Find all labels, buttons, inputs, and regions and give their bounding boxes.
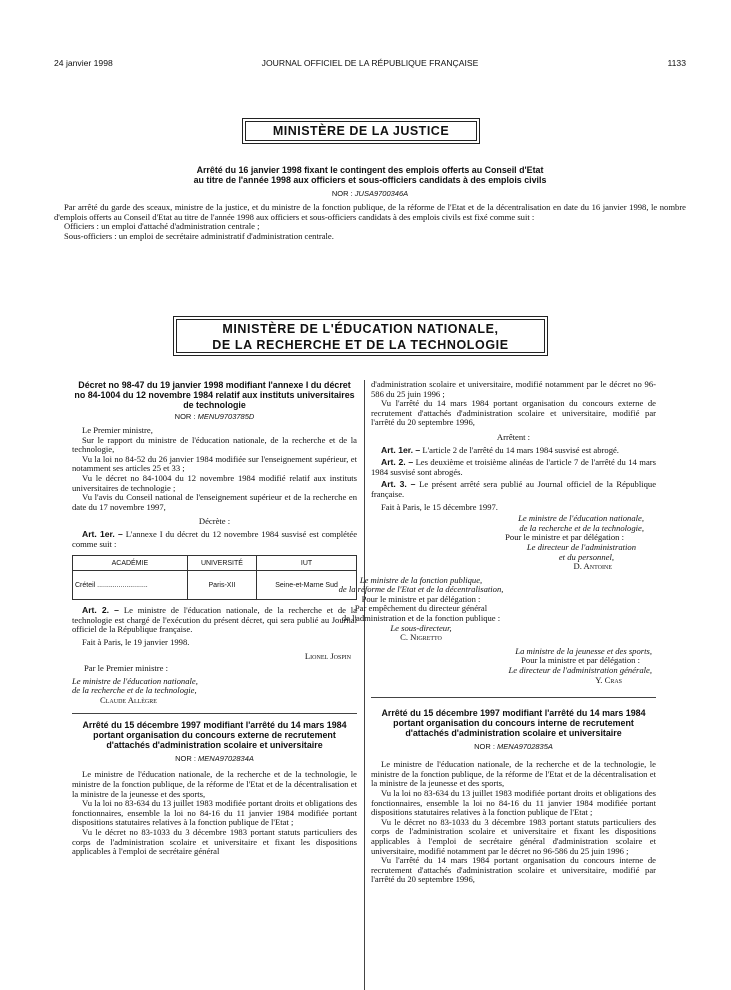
paragraph: Vu la loi no 83-634 du 13 juillet 1983 modifiée portant droits et obligations des fonctionnaires, ensemble la loi no 84-16 du 11 janvier 1984 modifiée portant dispositions statutaires relatives à la fonction publique de l'Etat ; (371, 788, 656, 818)
signature-name: Claude Allègre (100, 694, 157, 705)
arrete-justice (54, 165, 686, 241)
table-header: IUT (257, 556, 357, 571)
arrete-externe-title: Arrêté du 15 décembre 1997 modifiant l'arrêté du 14 mars 1984 portant organisation du concours externe de recrutement d'attachés d'administration scolaire et universitaire (82, 720, 347, 751)
page-header (54, 58, 686, 72)
paragraph: d'administration scolaire et universitaire, modifié notamment par le décret no 96-586 du 25 juin 1996 ; (371, 379, 656, 399)
article-3: Art. 3. – Le présent arrêté sera publié au Journal officiel de la République française. (371, 479, 657, 499)
table-header: UNIVERSITÉ (187, 556, 256, 571)
signature-line: Le ministre de l'éducation nationale, (72, 675, 198, 686)
fait-a-paris: Fait à Paris, le 15 décembre 1997. (381, 501, 498, 512)
nor-reference: NOR : MENA9702835A (474, 742, 553, 752)
decrete-label: Décrète : (198, 516, 231, 527)
decret-title: Décret no 98-47 du 19 janvier 1998 modifiant l'annexe I du décret no 84-1004 du 12 novembre 1984 relatif aux instituts universitaires de technologie (74, 380, 355, 410)
arretent-label: Arrêtent : (496, 431, 531, 442)
header-page-number: 1133 (667, 58, 686, 68)
nor-reference: NOR : MENA9702834A (175, 754, 254, 764)
table-cell: Créteil .......................... (73, 571, 188, 600)
signature-block-1: Le ministre de l'éducation nationale, de la recherche et de la technologie, Pour le ministre et par délégation : Le directeur de l'administration et du personnel, D. Antoine (371, 514, 656, 572)
signature-block-2: Le ministre de la fonction publique, de la réforme de l'Etat et de la décentralisation, Pour le ministre et par délégation : Par empêchement du directeur général de l'administration et de la fonction publique : Le sous-directeur, C. Nigretto (271, 576, 571, 643)
ministry-justice-title: MINISTÈRE DE LA JUSTICE (245, 121, 477, 141)
paragraph: Le ministre de l'éducation nationale, de la recherche et de la technologie, le ministre de la fonction publique, de la réforme de l'Etat et de la décentralisation et la ministre de la jeunesse et des sports, (72, 769, 357, 799)
signature-name: Y. Cras (595, 674, 622, 685)
signature-name: D. Antoine (573, 561, 612, 572)
paragraph: Vu l'avis du Conseil national de l'enseignement supérieur et de la recherche en date du 17 novembre 1997, (72, 492, 357, 512)
paragraph: Vu le décret no 84-1004 du 12 novembre 1984 modifié relatif aux instituts universitaires de technologie ; (72, 472, 357, 493)
signature-block-3: La ministre de la jeunesse et des sports, Pour la ministre et par délégation : Le directeur de l'administration générale, Y. Cras (371, 647, 656, 685)
column-divider (364, 380, 365, 990)
paragraph: Par arrêté du garde des sceaux, ministre de la justice, et du ministre de la fonction publique, de la réforme de l'Etat et de la décentralisation en date du 16 janvier 1998, le nombre d'emplois offerts au Conseil d'Etat au titre de l'année 1998 aux officiers et sous-officiers candidats à des emplois civils est fixé comme suit : (54, 202, 686, 222)
ministry-education-title: MINISTÈRE DE L'ÉDUCATION NATIONALE, DE LA RECHERCHE ET DE LA TECHNOLOGIE (176, 319, 545, 353)
nor-reference: NOR : JUSA9700346A (331, 189, 409, 198)
paragraph: Vu le décret no 83-1033 du 3 décembre 1983 portant statuts particuliers des corps de l'administration scolaire et universitaire et fixant les dispositions applicables à l'emploi de secrétaire général (72, 827, 357, 857)
article-1: Art. 1er. – L'article 2 de l'arrêté du 14 mars 1984 susvisé est abrogé. (381, 444, 619, 455)
paragraph: Sous-officiers : un emploi de secrétaire administratif d'administration centrale. (64, 230, 334, 241)
table-cell: Paris-XII (187, 571, 256, 600)
ministry-education-box (173, 316, 548, 356)
article-2: Art. 2. – Le ministre de l'éducation nationale, de la recherche et de la technologie est chargé de l'exécution du présent décret, qui sera publié au Journal officiel de la République française. (72, 605, 357, 635)
arrete-interne-title: Arrêté du 15 décembre 1997 modifiant l'arrêté du 14 mars 1984 portant organisation du concours interne de recrutement d'attachés d'administration scolaire et universitaire (381, 708, 646, 739)
nor-reference: NOR : MENU9703785D (174, 412, 255, 421)
paragraph: Vu l'arrêté du 14 mars 1984 portant organisation du concours interne de recrutement d'attachés d'administration scolaire et universitaire, modifié par l'arrêté du 20 septembre 1996, (371, 855, 656, 885)
paragraph: Le ministre de l'éducation nationale, de la recherche et de la technologie, le ministre de la fonction publique, de la réforme de l'Etat et de la décentralisation et la ministre de la jeunesse et des sports, (371, 759, 656, 789)
table-header: ACADÉMIE (73, 556, 188, 571)
paragraph: Vu l'arrêté du 14 mars 1984 portant organisation du concours externe de recrutement d'attachés d'administration scolaire et universitaire, modifié par l'arrêté du 20 septembre 1996, (371, 398, 656, 428)
table-cell: Seine-et-Marne Sud (257, 571, 357, 600)
arrete-externe (72, 713, 357, 856)
header-date: 24 janvier 1998 (54, 58, 113, 68)
paragraph: Vu le décret no 83-1033 du 3 décembre 1983 portant statuts particuliers des corps de l'administration scolaire et universitaire et fixant les dispositions applicables à l'emploi de secrétaire général d'administration scolaire et universitaire, modifié notamment par le décret no 96-586 du 25 juin 1996 ; (371, 816, 656, 856)
arrete-interne (371, 697, 656, 885)
paragraph: Le Premier ministre, (82, 425, 153, 435)
paragraph: Vu la loi no 83-634 du 13 juillet 1983 modifiée portant droits et obligations des fonctionnaires, ensemble la loi no 84-16 du 11 janvier 1984 modifiée portant dispositions statutaires relatives à la fonction publique de l'Etat ; (72, 798, 357, 828)
article-2: Art. 2. – Les deuxième et troisième alinéas de l'article 7 de l'arrêté du 14 mars 1984 susvisé sont abrogés. (371, 457, 656, 477)
article-1: Art. 1er. – L'annexe I du décret du 12 novembre 1984 susvisé est complétée comme suit : (72, 528, 358, 549)
fait-a-paris: Fait à Paris, le 19 janvier 1998. (82, 636, 190, 647)
signature-line: de la recherche et de la technologie, (72, 685, 197, 696)
header-journal: JOURNAL OFFICIEL DE LA RÉPUBLIQUE FRANÇAISE (261, 58, 479, 68)
arrete-justice-title: Arrêté du 16 janvier 1998 fixant le contingent des emplois offerts au Conseil d'Etat au titre de l'année 1998 aux officiers et sous-officiers candidats à des emplois civils (193, 165, 547, 185)
signature-name: C. Nigretto (400, 632, 442, 643)
signature-name: Lionel Jospin (304, 650, 351, 661)
signature-line: Par le Premier ministre : (84, 663, 169, 674)
paragraph: Sur le rapport du ministre de l'éducation nationale, de la recherche et de la technologie, (72, 434, 357, 455)
paragraph: Officiers : un emploi d'attaché d'administration centrale ; (64, 221, 260, 232)
right-column (338, 379, 657, 885)
ministry-justice-box (242, 118, 480, 144)
paragraph: Vu la loi no 84-52 du 26 janvier 1984 modifiée sur l'enseignement supérieur, et notamment ses articles 25 et 33 ; (72, 453, 357, 474)
